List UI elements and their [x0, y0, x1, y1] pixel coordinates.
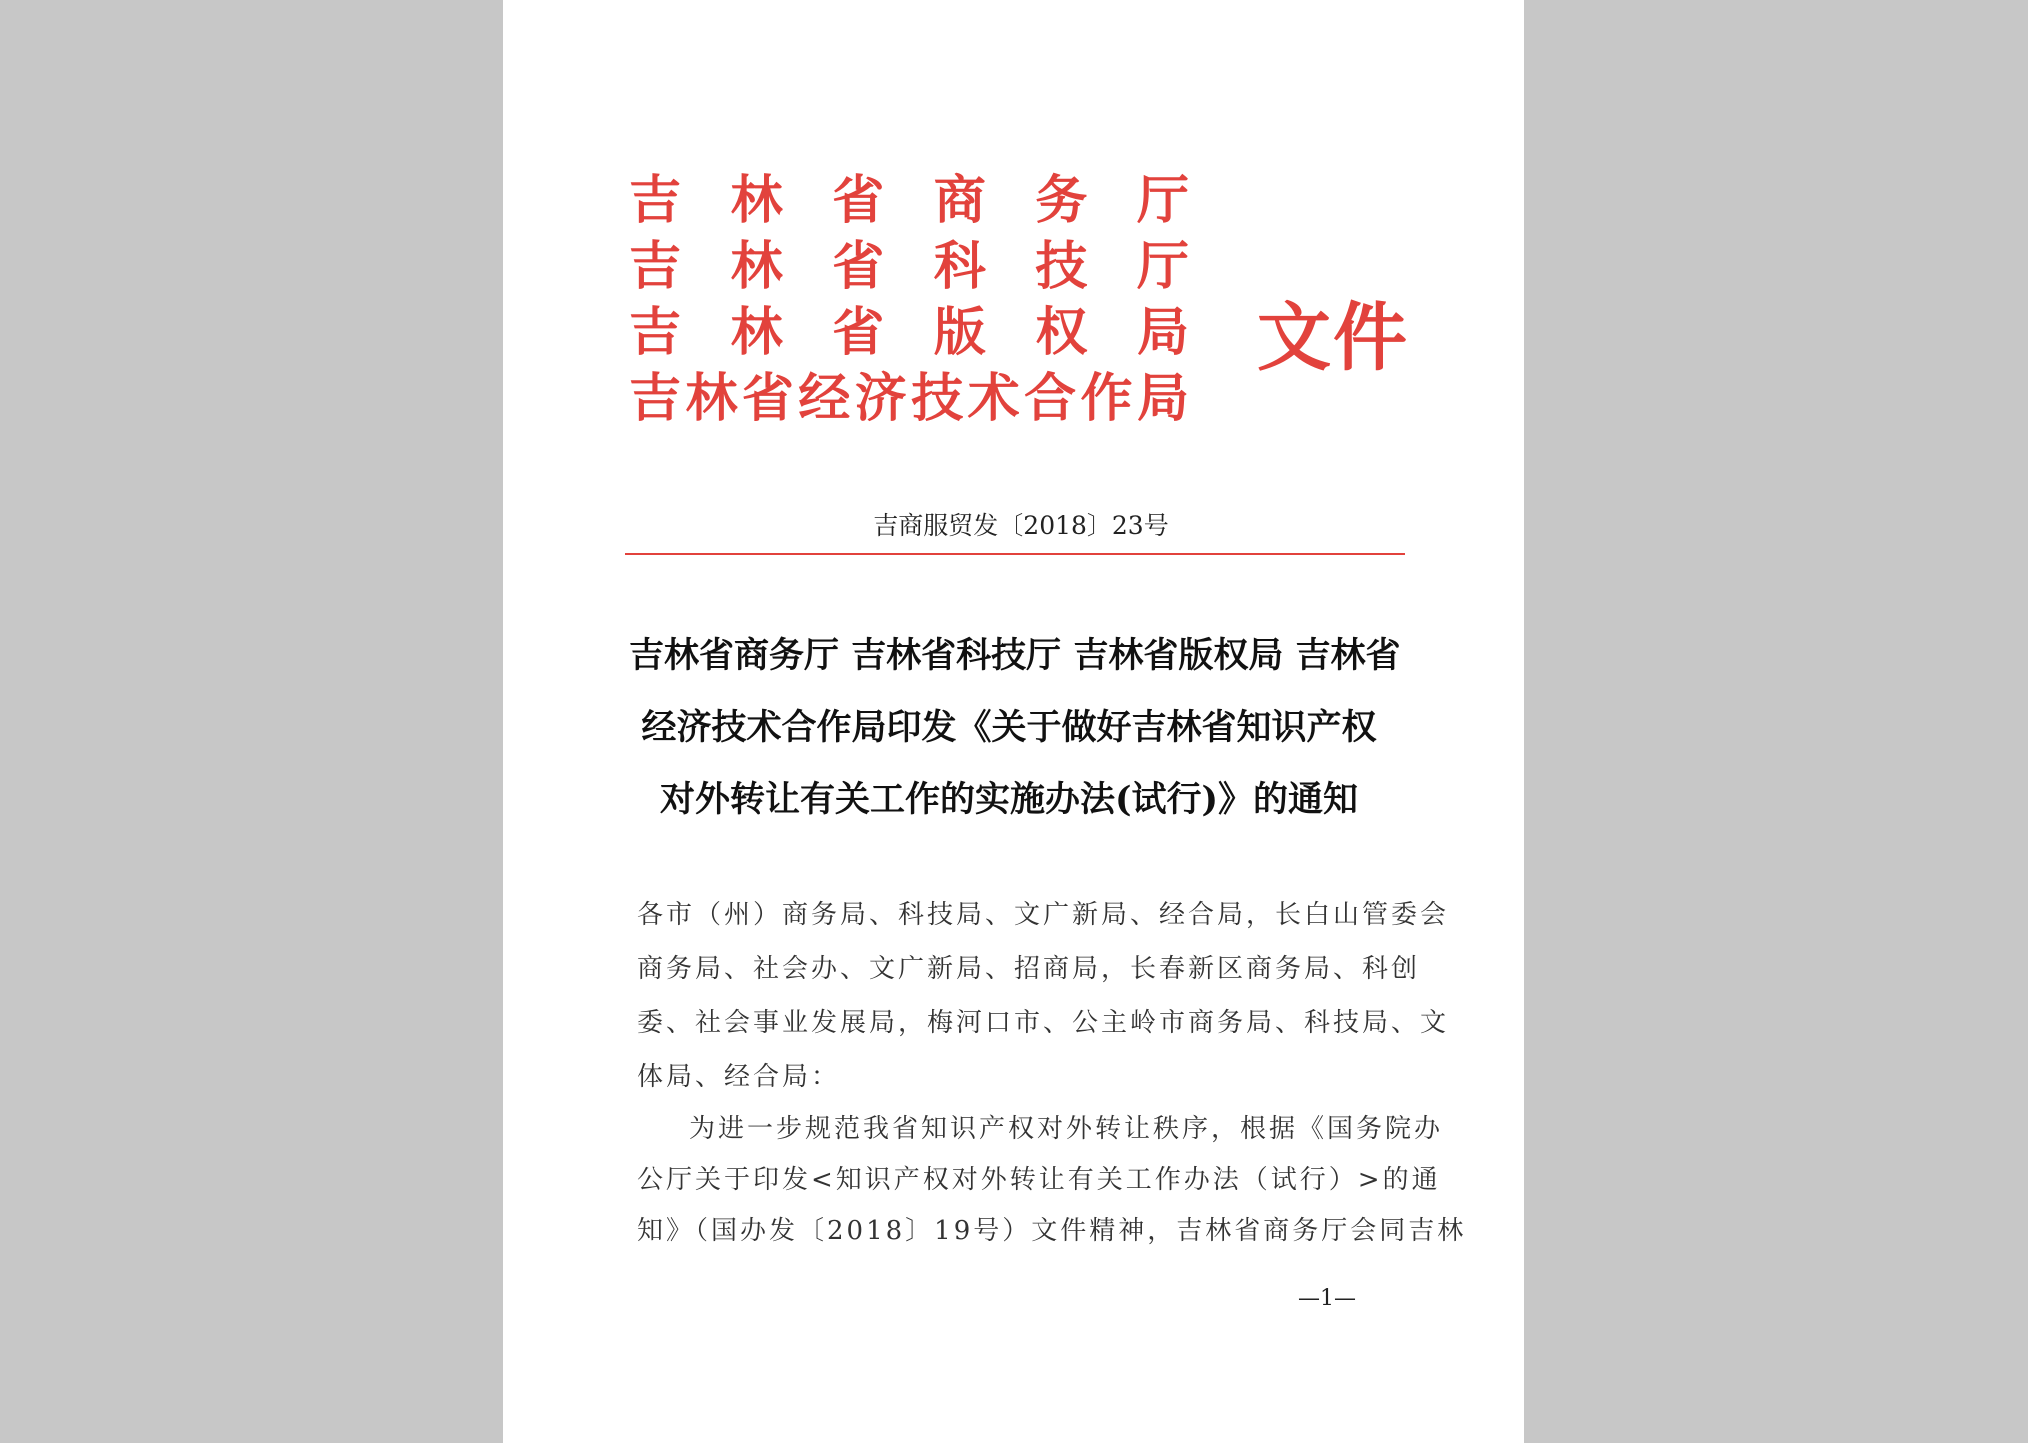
- title-line: 经济技术合作局印发《关于做好吉林省知识产权: [641, 707, 1377, 748]
- issuer-char: 局: [1136, 302, 1189, 363]
- issuer-char: 作: [1080, 368, 1133, 429]
- issuer-char: 商: [933, 170, 986, 231]
- issuer-char: 合: [1024, 368, 1077, 429]
- issuer-char: 权: [1035, 302, 1088, 363]
- addressee-line: 商务局、社会办、文广新局、招商局，长春新区商务局、科创: [637, 954, 1421, 984]
- issuer-char: 吉: [629, 368, 682, 429]
- issuer-char: 林: [685, 368, 738, 429]
- paragraph-line: 公厅关于印发<知识产权对外转让有关工作办法（试行）>的通: [637, 1165, 1441, 1195]
- document-title: [629, 620, 1401, 836]
- issuer-commerce: [629, 168, 1189, 234]
- issuer-copyright: [629, 300, 1189, 366]
- issuer-char: 经: [798, 368, 851, 429]
- document-type-label: 文件: [1257, 295, 1409, 381]
- issuer-char: 省: [832, 170, 885, 231]
- issuing-agencies: [629, 168, 1189, 432]
- addressee-line: 体局、经合局：: [637, 1062, 841, 1092]
- issuer-char: 林: [730, 170, 783, 231]
- issuer-char: 济: [854, 368, 907, 429]
- red-divider-line: [625, 553, 1405, 555]
- issuer-char: 技: [911, 368, 964, 429]
- issuer-science: [629, 234, 1189, 300]
- title-line: 吉林省商务厅 吉林省科技厅 吉林省版权局 吉林省: [629, 635, 1401, 676]
- issuer-char: 林: [730, 236, 783, 297]
- issuer-economic-cooperation: [629, 366, 1189, 432]
- issuer-char: 厅: [1136, 170, 1189, 231]
- issuer-char: 科: [933, 236, 986, 297]
- document-body: [637, 888, 1467, 1257]
- addressee-line: 各市（州）商务局、科技局、文广新局、经合局，长白山管委会: [637, 900, 1450, 930]
- issuer-char: 吉: [629, 170, 682, 231]
- issuer-char: 吉: [629, 302, 682, 363]
- issuer-char: 厅: [1136, 236, 1189, 297]
- paragraph-line: 知》（国办发〔2018〕19号）文件精神，吉林省商务厅会同吉林: [637, 1216, 1467, 1246]
- paragraph-line: 为进一步规范我省知识产权对外转让秩序，根据《国务院办: [689, 1114, 1444, 1144]
- issuer-char: 省: [832, 236, 885, 297]
- addressee-line: 委、社会事业发展局，梅河口市、公主岭市商务局、科技局、文: [637, 1008, 1450, 1038]
- page-number: —1—: [1298, 1286, 1356, 1311]
- issuer-char: 林: [730, 302, 783, 363]
- document-number: 吉商服贸发〔2018〕23号: [873, 511, 1169, 540]
- issuer-char: 务: [1035, 170, 1088, 231]
- issuer-char: 省: [741, 368, 794, 429]
- issuer-char: 术: [967, 368, 1020, 429]
- title-line: 对外转让有关工作的实施办法(试行)》的通知: [659, 779, 1359, 820]
- issuer-char: 技: [1035, 236, 1088, 297]
- issuer-char: 省: [832, 302, 885, 363]
- issuer-char: 局: [1136, 368, 1189, 429]
- issuer-char: 版: [933, 302, 986, 363]
- document-page: [503, 0, 1524, 1443]
- issuer-char: 吉: [629, 236, 682, 297]
